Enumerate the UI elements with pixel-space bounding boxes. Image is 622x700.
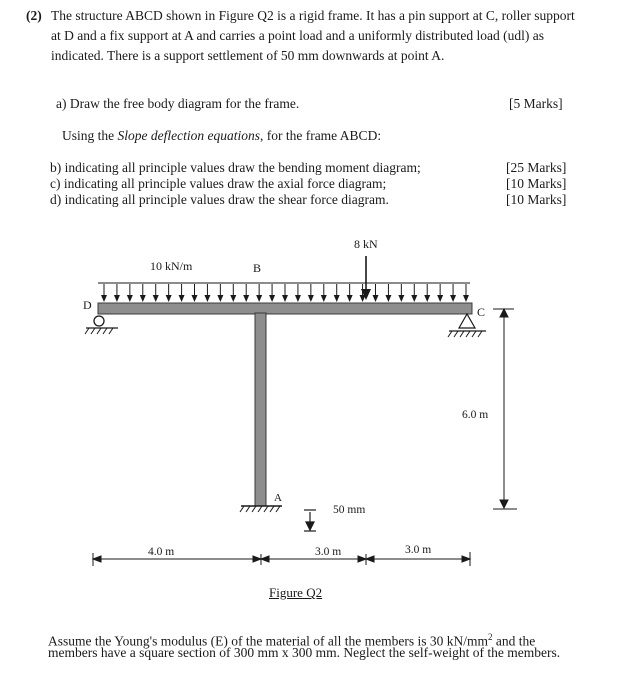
footer-superscript: 2	[488, 632, 493, 642]
beam-dc	[98, 303, 472, 314]
udl-arrow-head	[101, 295, 107, 302]
method-suffix: , for the frame ABCD:	[259, 128, 382, 143]
intro-line-1: The structure ABCD shown in Figure Q2 is a rigid frame. It has a pin support at C, roller support	[51, 8, 575, 23]
udl-arrow-head	[114, 295, 120, 302]
method-emphasis: Slope deflection equations	[117, 128, 260, 143]
udl-arrow-head	[192, 295, 198, 302]
udl-arrow-head	[243, 295, 249, 302]
label-a: A	[274, 492, 282, 504]
udl-arrow-head	[230, 295, 236, 302]
footer-line-2: members have a square section of 300 mm x 300 mm. Neglect the self-weight of the members.	[48, 645, 561, 660]
part-b-marks: [25 Marks]	[506, 160, 567, 175]
label-d: D	[83, 298, 92, 312]
udl-arrow-head	[204, 295, 210, 302]
udl-arrow-head	[269, 295, 275, 302]
dimension-3: 3.0 m	[405, 544, 432, 556]
part-d-text: d) indicating all principle values draw the shear force diagram.	[50, 192, 389, 207]
column-ba	[255, 313, 266, 506]
udl-arrow-head	[347, 295, 353, 302]
height-dimension	[493, 309, 517, 509]
udl-arrow-head	[127, 295, 133, 302]
udl-arrow-head	[463, 295, 469, 302]
part-d-marks: [10 Marks]	[506, 192, 567, 207]
point-load-label: 8 kN	[354, 237, 378, 251]
udl-arrow-head	[450, 295, 456, 302]
udl-arrow-head	[282, 295, 288, 302]
label-c: C	[477, 305, 486, 319]
label-b: B	[253, 261, 262, 275]
part-c-marks: [10 Marks]	[506, 176, 567, 191]
part-c-text: c) indicating all principle values draw the axial force diagram;	[50, 176, 387, 191]
udl-arrow-head	[321, 295, 327, 302]
udl-arrow-head	[334, 295, 340, 302]
figure-caption: Figure Q2	[269, 585, 323, 600]
udl-arrow-head	[153, 295, 159, 302]
intro-line-2: at D and a fix support at A and carries a point load and a uniformly distributed load (udl) as	[51, 28, 545, 43]
intro-line-3: indicated. There is a support settlement of 50 mm downwards at point A.	[51, 48, 445, 63]
fixed-support-a	[240, 506, 282, 512]
udl-arrow-head	[140, 295, 146, 302]
udl-arrow-head	[424, 295, 430, 302]
udl-arrow-head	[179, 295, 185, 302]
udl-arrow-head	[308, 295, 314, 302]
udl-arrow-head	[385, 295, 391, 302]
udl-arrow-set	[101, 284, 469, 302]
udl-label: 10 kN/m	[150, 259, 193, 273]
udl-arrow-head	[373, 295, 379, 302]
udl-arrow-head	[411, 295, 417, 302]
footer-line-1-text: Assume the Young's modulus (E) of the material of all the members is 30 kN/mm	[48, 633, 489, 649]
part-a-marks: [5 Marks]	[509, 96, 563, 111]
settlement-indicator	[304, 510, 316, 531]
udl-arrow-head	[295, 295, 301, 302]
udl-arrow-head	[217, 295, 223, 302]
roller-support-d	[85, 316, 118, 334]
height-label: 6.0 m	[462, 409, 489, 421]
part-b-text: b) indicating all principle values draw the bending moment diagram;	[50, 160, 421, 175]
dimension-2: 3.0 m	[315, 546, 342, 558]
udl-arrow-head	[398, 295, 404, 302]
settlement-label: 50 mm	[333, 504, 366, 516]
footer-line-1-rest: and the	[492, 633, 536, 649]
udl-arrow-head	[256, 295, 262, 302]
udl-arrow-head	[437, 295, 443, 302]
part-a-text: a) Draw the free body diagram for the frame.	[56, 96, 300, 111]
question-number: (2)	[26, 8, 42, 23]
method-prefix: Using the	[62, 128, 118, 143]
udl-arrow-head	[166, 295, 172, 302]
dimension-1: 4.0 m	[148, 546, 175, 558]
